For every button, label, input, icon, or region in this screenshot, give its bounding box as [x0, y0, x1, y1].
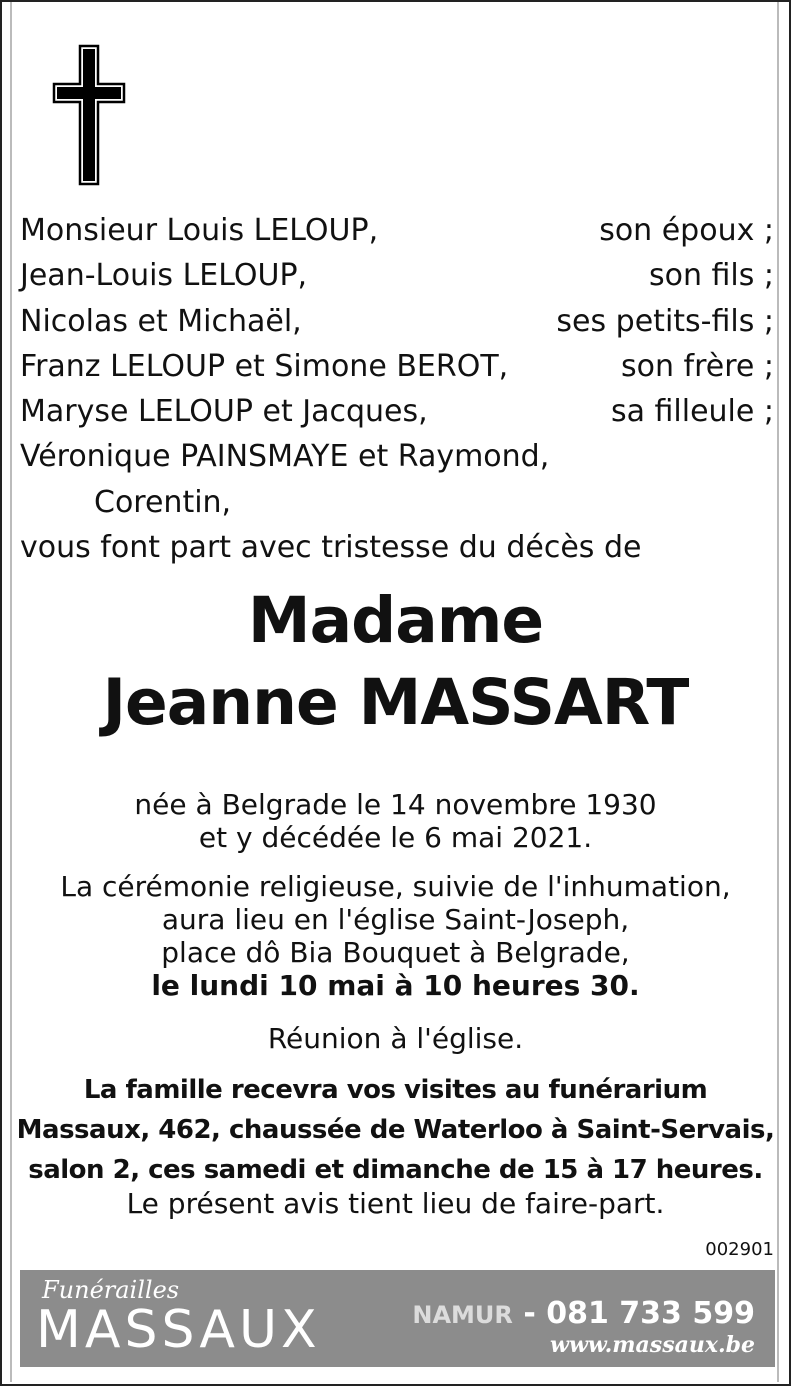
reunion-note: Réunion à l'église. — [267, 1022, 524, 1055]
ceremony-line: La cérémonie religieuse, suivie de l'inhumation, — [60, 870, 731, 903]
mourner-row — [20, 434, 774, 479]
mourner-relation: son fils ; — [648, 258, 774, 294]
mourner-relation: son époux ; — [599, 213, 774, 248]
visits-schedule: salon 2, ces samedi et dimanche de 15 à 17 heures. — [28, 1155, 763, 1185]
funeral-home-banner — [20, 1270, 775, 1367]
reference-number: 002901 — [705, 1239, 774, 1260]
banner-contact — [412, 1296, 755, 1331]
mourner-name: Monsieur Louis LELOUP, — [20, 213, 379, 248]
banner-website: www.massaux.be — [550, 1332, 755, 1358]
mourner-name: Véronique PAINSMAYE et Raymond, — [20, 439, 550, 475]
birth-line: née à Belgrade le 14 novembre 1930 — [134, 788, 657, 821]
banner-prefix: Funérailles — [42, 1276, 180, 1304]
mourner-row — [20, 344, 774, 389]
banner-phone: 081 733 599 — [546, 1296, 755, 1331]
mourner-row — [20, 253, 774, 298]
banner-city: NAMUR — [412, 1301, 513, 1329]
mourner-relation: son frère ; — [620, 348, 774, 384]
mourner-relation: ses petits-fils ; — [556, 303, 774, 339]
mourner-relation: sa filleule ; — [610, 394, 774, 430]
mourner-name: Franz LELOUP et Simone BEROT, — [20, 348, 509, 384]
mourner-row — [20, 480, 774, 525]
mourner-row — [20, 208, 774, 253]
ceremony-date: le lundi 10 mai à 10 heures 30. — [151, 969, 640, 1002]
banner-separator: - — [512, 1296, 547, 1331]
faire-part-note: Le présent avis tient lieu de faire-part. — [126, 1187, 665, 1220]
visits-line: La famille recevra vos visites au funérarium — [83, 1075, 708, 1105]
ceremony-info — [10, 870, 781, 1002]
mourner-name: Maryse LELOUP et Jacques, — [20, 394, 428, 430]
announcement-text: vous font part avec tristesse du décès de — [20, 530, 642, 566]
mourner-name: Nicolas et Michaël, — [20, 303, 302, 339]
latin-cross-icon — [52, 44, 126, 186]
mourner-name: Corentin, — [94, 484, 232, 520]
mourner-row — [20, 299, 774, 344]
birth-death-info — [10, 788, 781, 854]
announcement-row — [20, 525, 774, 570]
deceased-title: Madame — [247, 584, 544, 657]
death-line: et y décédée le 6 mai 2021. — [198, 821, 593, 854]
visits-address: Massaux, 462, chaussée de Waterloo à Saint-Servais, — [16, 1115, 775, 1145]
mourner-name: Jean-Louis LELOUP, — [20, 258, 308, 294]
visits-info — [10, 1070, 781, 1190]
banner-brand: MASSAUX — [36, 1300, 321, 1360]
mourner-row — [20, 389, 774, 434]
mourners-list — [20, 208, 774, 570]
deceased-name: Jeanne MASSART — [102, 666, 689, 739]
ceremony-address: place dô Bia Bouquet à Belgrade, — [161, 936, 630, 969]
ceremony-location: aura lieu en l'église Saint-Joseph, — [161, 903, 630, 936]
